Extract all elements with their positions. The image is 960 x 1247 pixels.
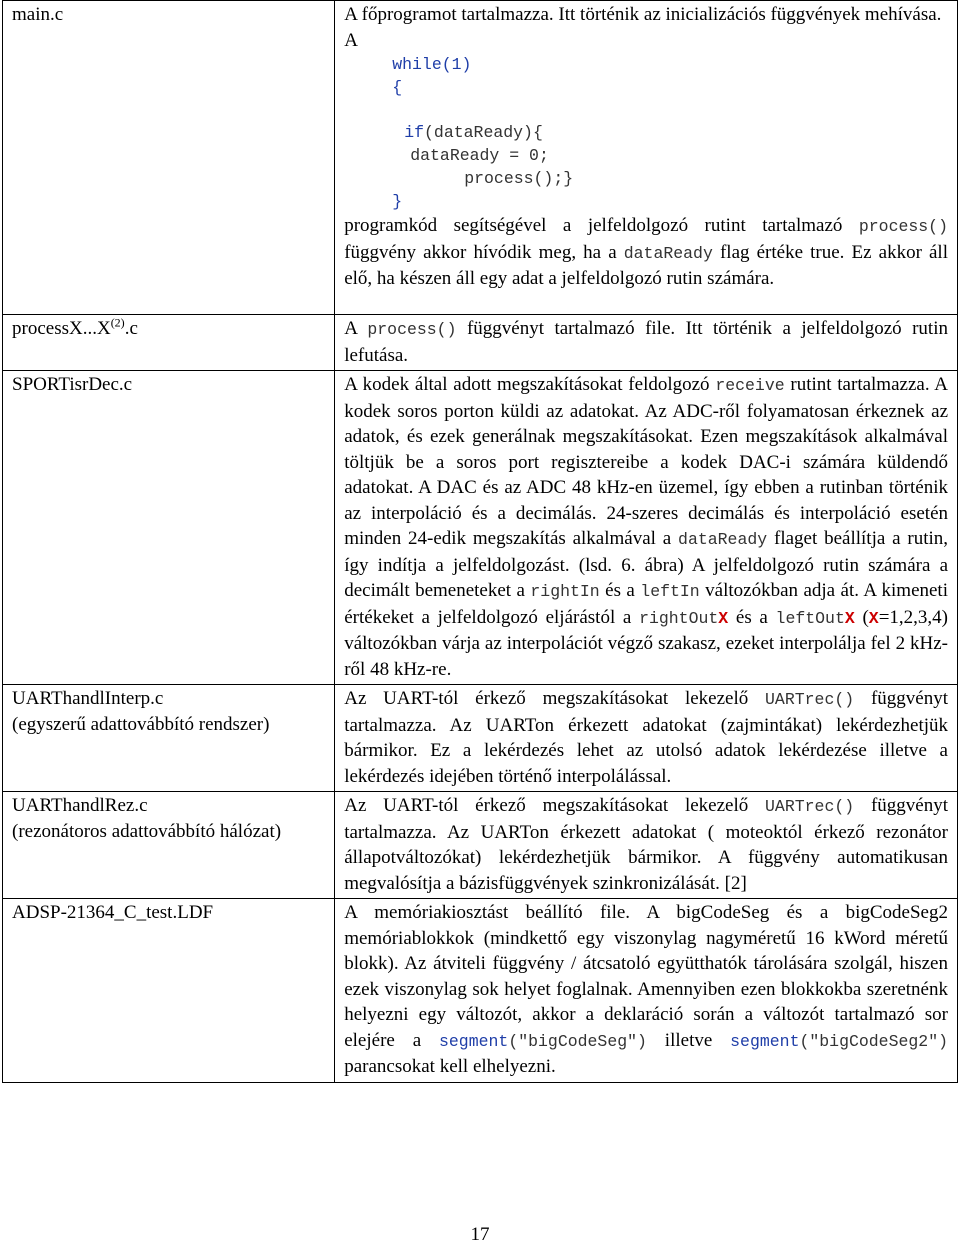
table-row [3, 371, 958, 685]
code-token: process() [858, 217, 948, 236]
file-name-cell [3, 371, 335, 685]
file-description-table [2, 0, 958, 1083]
text-run: illetve [646, 1029, 731, 1051]
table-row [3, 899, 958, 1083]
file-name: ADSP-21364_C_test.LDF [12, 902, 214, 923]
code-line: dataReady = 0; [410, 146, 549, 165]
file-name-cell [3, 685, 335, 792]
text-run: ( [854, 606, 869, 628]
code-token: UARTrec() [765, 690, 855, 709]
text-run: függvény akkor hívódik meg, ha a [344, 241, 624, 263]
table-row [3, 315, 958, 371]
text-run: A [344, 318, 368, 339]
code-token-highlight: X [844, 608, 855, 628]
code-line: { [392, 78, 403, 97]
file-name-cell [3, 1, 335, 315]
text-run: A memóriakiosztást beállító file. A bigCodeSeg és a bigCodeSeg2 memóriablokkok (mindkettő egy viszonylag nagyméretű 16 kWord méretű blokk). Az átviteli függvény / átcsatoló együtthatók tárolására szolgál, hiszen ezek viszonylag sok helyet foglalnak. Amennyiben ezen blokkokba szeretnénk helyezni egy változót, akkor a deklaráció során a változót tartalmazó sor elejére a [344, 902, 948, 1051]
text-run: parancsokat kell elhelyezni. [344, 1056, 556, 1077]
table-row [3, 1, 958, 315]
description-cell [335, 899, 958, 1083]
code-block [344, 53, 948, 213]
footnote-ref: (2) [110, 315, 125, 330]
file-name: main.c [12, 4, 64, 25]
code-keyword: segment [439, 1031, 509, 1051]
description-cell [335, 685, 958, 792]
file-name-cell [3, 792, 335, 899]
code-line: } [392, 192, 403, 211]
text-run: Az UART-tól érkező megszakításokat lekezelő [344, 688, 766, 709]
code-line: (dataReady){ [424, 123, 543, 142]
description-cell [335, 792, 958, 899]
page-number: 17 [470, 1224, 490, 1245]
code-line: process();} [464, 169, 574, 188]
file-name-base: processX...X [12, 318, 111, 339]
description-tail [344, 213, 948, 292]
file-name-cell [3, 899, 335, 1083]
text-run: változókban adja át. A kimeneti értékeket a jelfeldolgozó eljárástól a [344, 580, 948, 628]
code-token: dataReady [623, 243, 713, 263]
code-keyword: if [404, 123, 425, 142]
text-run: függvényt tartalmazó file. Itt történik a jelfeldolgozó rutin lefutása. [344, 318, 948, 366]
code-token: rightIn [530, 582, 600, 601]
text-run: függvényt tartalmazza. Az UARTon érkezett adatokat ( moteoktól érkező rezonátor állapotváltozókat) lekérdezhetjük bármikor. A függvény automatikusan megvalósítja a bázisfüggvények szinkronizálását. [2] [344, 795, 948, 894]
table-row [3, 792, 958, 899]
text-run: függvényt tartalmazza. Az UARTon érkezett adatokat (zajmintákat) lekérdezhetjük bármikor. Ez a lekérdezés lehet az utolsó adatok lekérdezése illetve a lekérdezés idejében történő interpolálással. [344, 688, 948, 787]
file-name: SPORTisrDec.c [12, 374, 133, 395]
text-run: rutint tartalmazza. A kodek soros porton küldi az adatokat. Az ADC-ről folyamatosan érkeznek az adatok, és ezek generálnak megszakításokat. Ezen megszakítások alkalmával töltjük be a soros port regisztereibe a kodek DAC-i számára küldendő adatokat. A DAC és az ADC 48 kHz-en üzemel, így ebben a rutinban történik az interpoláció és a decimálás. 24-szeres decimálás és interpoláció esetén minden 24-edik megszakítás alkalmával a [344, 374, 948, 549]
code-token: process() [367, 320, 457, 339]
file-subtitle: (egyszerű adattovábbító rendszer) [12, 713, 270, 735]
description-cell [335, 1, 958, 315]
file-subtitle: (rezonátoros adattovábbító hálózat) [12, 820, 282, 842]
file-name [12, 315, 138, 339]
table-row [3, 685, 958, 792]
file-name-cell [3, 315, 335, 371]
file-name: UARThandlInterp.c [12, 688, 164, 709]
code-token-highlight: X [718, 608, 729, 628]
code-token-highlight: X [868, 608, 879, 628]
code-token: leftIn [640, 582, 700, 601]
code-token: leftOut [775, 608, 845, 628]
text-run: flag értéke true. Ez akkor áll elő, ha készen áll egy adat a jelfeldolgozó rutin számára. [344, 241, 948, 289]
text-run: A kodek által adott megszakításokat feldolgozó [344, 374, 716, 395]
code-token: UARTrec() [765, 797, 855, 816]
text-run: és a [599, 580, 641, 601]
description-cell [335, 371, 958, 685]
file-ext: .c [124, 318, 138, 339]
code-token: dataReady [678, 530, 768, 549]
text-run: =1,2,3,4) változókban várja az interpolációt végző szakasz, ezeket interpolálja fel 2 kHz-ről 48 kHz-re. [344, 606, 948, 680]
description-intro: A főprogramot tartalmazza. Itt történik az inicializációs függvények mehívása. A [344, 4, 942, 51]
description-cell [335, 315, 958, 371]
code-line: while(1) [392, 55, 472, 74]
text-run: flaget beállítja a rutin, így indítja a jelfeldolgozást. (lsd. 6. ábra) A jelfeldolgozó rutin számára a decimált bemeneteket a [344, 528, 949, 601]
code-token: ("bigCodeSeg2") [799, 1031, 948, 1051]
code-keyword: segment [730, 1031, 800, 1051]
text-run: Az UART-tól érkező megszakításokat lekezelő [344, 795, 766, 816]
text-run: programkód segítségével a jelfeldolgozó rutint tartalmazó [344, 215, 859, 236]
text-run: és a [728, 606, 776, 628]
code-token: ("bigCodeSeg") [508, 1031, 647, 1051]
file-name: UARThandlRez.c [12, 795, 148, 816]
code-token: rightOut [639, 608, 719, 628]
code-token: receive [715, 376, 785, 395]
